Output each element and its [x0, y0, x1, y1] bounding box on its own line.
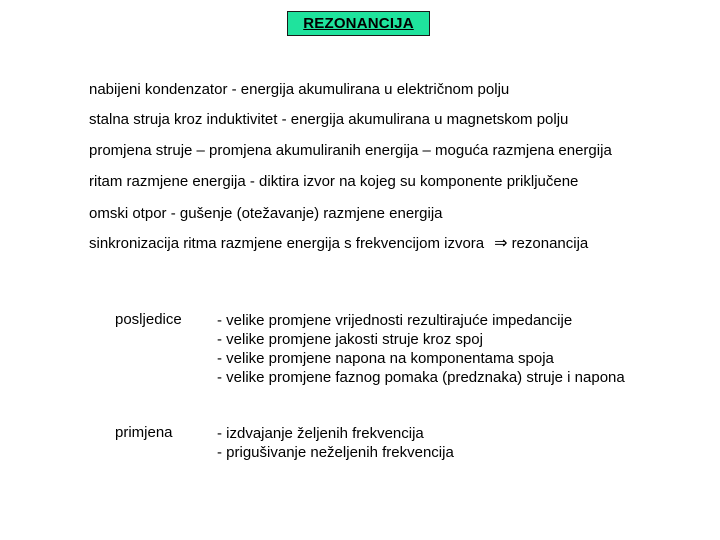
text-line-3: promjena struje – promjena akumuliranih energija – moguća razmjena energija: [89, 142, 612, 159]
text-line-4: ritam razmjene energija - diktira izvor na kojeg su komponente priključene: [89, 173, 579, 190]
primjena-list: [217, 424, 454, 462]
list-item: - velike promjene faznog pomaka (predznaka) struje i napona: [217, 369, 625, 386]
title-box: [287, 11, 430, 36]
list-item: - izdvajanje željenih frekvencija: [217, 425, 424, 442]
posljedice-list: [217, 311, 625, 387]
list-item: - velike promjene jakosti struje kroz spoj: [217, 331, 483, 348]
primjena-label: primjena: [115, 424, 173, 441]
list-item: - velike promjene napona na komponentama spoja: [217, 350, 554, 367]
sync-line-result: rezonancija: [511, 235, 589, 252]
implies-arrow-icon: ⇒: [494, 235, 508, 252]
text-line-5: omski otpor - gušenje (otežavanje) razmjene energija: [89, 205, 443, 222]
text-line-1: nabijeni kondenzator - energija akumulirana u električnom polju: [89, 81, 510, 98]
list-item: - velike promjene vrijednosti rezultirajuće impedancije: [217, 312, 573, 329]
text-line-2: stalna struja kroz induktivitet - energija akumulirana u magnetskom polju: [89, 111, 569, 128]
page-title: REZONANCIJA: [303, 15, 414, 32]
sync-line-text: sinkronizacija ritma razmjene energija s frekvencijom izvora: [89, 235, 485, 252]
sync-line: [89, 235, 588, 253]
list-item: - prigušivanje neželjenih frekvencija: [217, 444, 454, 461]
posljedice-label: posljedice: [115, 311, 182, 328]
